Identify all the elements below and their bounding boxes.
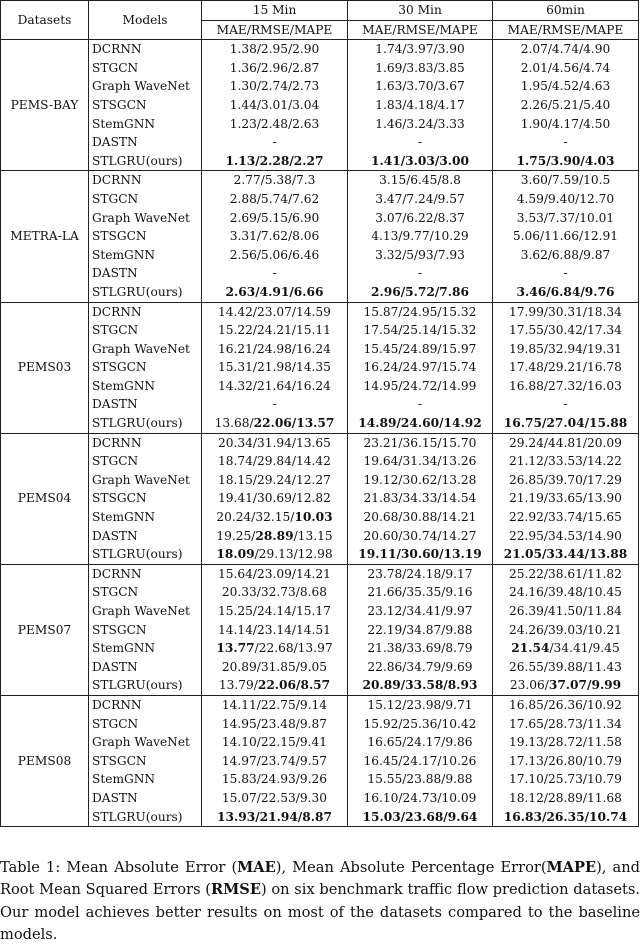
model-name-cell: STLGRU(ours)	[89, 808, 202, 827]
metric-cell: 15.12/23.98/9.71	[348, 695, 493, 714]
best-value: 1.13/2.28/2.27	[225, 153, 324, 168]
table-row	[1, 433, 639, 452]
best-value: 28.89	[255, 528, 294, 543]
metric-cell: 14.10/22.15/9.41	[202, 733, 348, 752]
metric-cell	[348, 808, 493, 827]
metric-cell: 13.79/22.06/8.57	[202, 676, 348, 695]
model-name-cell: StemGNN	[89, 639, 202, 658]
metric-cell	[202, 152, 348, 171]
model-name-cell: StemGNN	[89, 115, 202, 134]
model-name-cell: StemGNN	[89, 377, 202, 396]
caption-text: ), Mean Absolute Percentage Error(	[275, 858, 547, 876]
model-name-cell: STSGCN	[89, 227, 202, 246]
metric-cell: 19.13/28.72/11.58	[493, 733, 639, 752]
metric-cell: -	[348, 395, 493, 414]
metric-cell: 2.07/4.74/4.90	[493, 40, 639, 59]
metric-cell: 1.74/3.97/3.90	[348, 40, 493, 59]
metric-cell: 29.24/44.81/20.09	[493, 433, 639, 452]
dataset-name-cell: PEMS-BAY	[1, 40, 89, 171]
table-row	[1, 264, 639, 283]
best-value: 1.75/3.90/4.03	[516, 153, 615, 168]
dataset-name-cell: PEMS04	[1, 433, 89, 564]
metric-cell: 20.89/31.85/9.05	[202, 658, 348, 677]
model-name-cell: DCRNN	[89, 564, 202, 583]
metric-cell: 14.95/24.72/14.99	[348, 377, 493, 396]
best-value: 1.41/3.03/3.00	[371, 153, 469, 168]
model-name-cell: STSGCN	[89, 358, 202, 377]
best-value: 13.93/21.94/8.87	[217, 809, 332, 824]
best-value: 22.06/8.57	[257, 678, 331, 693]
model-name-cell: Graph WaveNet	[89, 77, 202, 96]
caption-emphasis: MAE	[237, 858, 276, 876]
metric-cell	[493, 283, 639, 302]
metric-cell: 24.26/39.03/10.21	[493, 621, 639, 640]
metric-cell: 1.90/4.17/4.50	[493, 115, 639, 134]
table-row	[1, 171, 639, 190]
metric-cell: 14.32/21.64/16.24	[202, 377, 348, 396]
model-name-cell: STSGCN	[89, 752, 202, 771]
model-name-cell: StemGNN	[89, 246, 202, 265]
metric-cell: 21.66/35.35/9.16	[348, 583, 493, 602]
table-row	[1, 471, 639, 490]
metric-cell: 15.55/23.88/9.88	[348, 770, 493, 789]
model-name-cell: DCRNN	[89, 302, 202, 321]
metric-cell: 20.24/32.15/10.03	[202, 508, 348, 527]
metric-cell: -	[493, 395, 639, 414]
table-row	[1, 452, 639, 471]
metric-cell: 18.74/29.84/14.42	[202, 452, 348, 471]
metric-cell: 3.60/7.59/10.5	[493, 171, 639, 190]
metric-cell: 5.06/11.66/12.91	[493, 227, 639, 246]
metric-cell: 17.54/25.14/15.32	[348, 321, 493, 340]
table-row	[1, 59, 639, 78]
table-row	[1, 340, 639, 359]
caption-text: ) on six benchmark traffic flow prediction datasets. Our model achieves better results on most of the datasets compared to the baseline models.	[0, 881, 640, 944]
metric-cell: 24.16/39.48/10.45	[493, 583, 639, 602]
metric-cell: 20.60/30.74/14.27	[348, 527, 493, 546]
metric-cell: 16.45/24.17/10.26	[348, 752, 493, 771]
best-value: 16.75/27.04/15.88	[503, 416, 628, 431]
metric-cell: 21.54/34.41/9.45	[493, 639, 639, 658]
models-header: Models	[89, 1, 202, 40]
table-row	[1, 602, 639, 621]
metric-cell	[348, 545, 493, 564]
metric-cell: 15.92/25.36/10.42	[348, 715, 493, 734]
metric-header: MAE/RMSE/MAPE	[202, 20, 348, 40]
metric-cell: 19.12/30.62/13.28	[348, 471, 493, 490]
metric-cell: -	[202, 133, 348, 152]
metric-cell: 22.95/34.53/14.90	[493, 527, 639, 546]
best-value: 3.46/6.84/9.76	[516, 284, 615, 299]
metric-cell: 19.25/28.89/13.15	[202, 527, 348, 546]
metric-cell: 22.19/34.87/9.88	[348, 621, 493, 640]
metric-cell: 19.64/31.34/13.26	[348, 452, 493, 471]
metric-cell: 14.14/23.14/14.51	[202, 621, 348, 640]
metric-cell: -	[202, 395, 348, 414]
table-row	[1, 40, 639, 59]
model-name-cell: STLGRU(ours)	[89, 545, 202, 564]
metric-cell: 17.55/30.42/17.34	[493, 321, 639, 340]
metric-cell: 15.83/24.93/9.26	[202, 770, 348, 789]
table-header	[1, 1, 639, 40]
metric-cell: 15.22/24.21/15.11	[202, 321, 348, 340]
metric-cell: 1.83/4.18/4.17	[348, 96, 493, 115]
best-value: 21.54	[511, 641, 550, 656]
metric-cell: 18.12/28.89/11.68	[493, 789, 639, 808]
best-value: 13.77	[216, 641, 255, 656]
model-name-cell: STLGRU(ours)	[89, 414, 202, 433]
dataset-name-cell: METRA-LA	[1, 171, 89, 302]
metric-cell: 25.22/38.61/11.82	[493, 564, 639, 583]
metric-cell: 14.42/23.07/14.59	[202, 302, 348, 321]
metric-cell: 17.65/28.73/11.34	[493, 715, 639, 734]
caption-emphasis: RMSE	[211, 881, 261, 899]
best-value: 21.05/33.44/13.88	[503, 547, 628, 562]
metric-cell: 20.68/30.88/14.21	[348, 508, 493, 527]
metric-cell: 2.88/5.74/7.62	[202, 190, 348, 209]
metric-cell: -	[348, 264, 493, 283]
table-row	[1, 227, 639, 246]
table-row	[1, 77, 639, 96]
dataset-name-cell: PEMS08	[1, 695, 89, 826]
metric-cell: 3.15/6.45/8.8	[348, 171, 493, 190]
metric-cell: 16.88/27.32/16.03	[493, 377, 639, 396]
metric-cell: 16.24/24.97/15.74	[348, 358, 493, 377]
metric-cell: 15.25/24.14/15.17	[202, 602, 348, 621]
best-value: 16.83/26.35/10.74	[503, 809, 628, 824]
model-name-cell: STSGCN	[89, 489, 202, 508]
model-name-cell: DCRNN	[89, 171, 202, 190]
metric-cell: 3.32/5/93/7.93	[348, 246, 493, 265]
table-row	[1, 321, 639, 340]
metric-cell: 4.13/9.77/10.29	[348, 227, 493, 246]
model-name-cell: StemGNN	[89, 508, 202, 527]
model-name-cell: STGCN	[89, 59, 202, 78]
metric-cell	[348, 676, 493, 695]
table-row	[1, 508, 639, 527]
model-name-cell: DASTN	[89, 527, 202, 546]
metric-cell: 14.11/22.75/9.14	[202, 695, 348, 714]
metric-cell	[493, 545, 639, 564]
metric-header: MAE/RMSE/MAPE	[493, 20, 639, 40]
metric-cell: 16.85/26.36/10.92	[493, 695, 639, 714]
table-row	[1, 715, 639, 734]
datasets-header: Datasets	[1, 1, 89, 40]
model-name-cell: Graph WaveNet	[89, 733, 202, 752]
table-row	[1, 246, 639, 265]
metric-cell: 16.10/24.73/10.09	[348, 789, 493, 808]
metric-cell: 17.99/30.31/18.34	[493, 302, 639, 321]
metric-cell: 3.53/7.37/10.01	[493, 209, 639, 228]
metric-cell: 1.23/2.48/2.63	[202, 115, 348, 134]
model-name-cell: Graph WaveNet	[89, 602, 202, 621]
dataset-name-cell: PEMS03	[1, 302, 89, 433]
metric-cell: 3.07/6.22/8.37	[348, 209, 493, 228]
metric-cell: 15.31/21.98/14.35	[202, 358, 348, 377]
model-name-cell: STLGRU(ours)	[89, 283, 202, 302]
metric-cell: 17.13/26.80/10.79	[493, 752, 639, 771]
model-name-cell: DASTN	[89, 658, 202, 677]
metric-cell: 23.78/24.18/9.17	[348, 564, 493, 583]
model-name-cell: DCRNN	[89, 433, 202, 452]
metric-cell: 15.07/22.53/9.30	[202, 789, 348, 808]
metric-cell: 1.36/2.96/2.87	[202, 59, 348, 78]
best-value: 10.03	[294, 510, 333, 525]
table-row	[1, 658, 639, 677]
model-name-cell: STGCN	[89, 583, 202, 602]
best-value: 15.03/23.68/9.64	[362, 809, 478, 824]
metric-cell: 3.62/6.88/9.87	[493, 246, 639, 265]
metric-cell: 15.64/23.09/14.21	[202, 564, 348, 583]
model-name-cell: STGCN	[89, 321, 202, 340]
dataset-name-cell: PEMS07	[1, 564, 89, 695]
table-row	[1, 583, 639, 602]
metric-cell	[348, 414, 493, 433]
metric-cell: 2.01/4.56/4.74	[493, 59, 639, 78]
metric-cell	[493, 414, 639, 433]
metric-cell: -	[493, 264, 639, 283]
table-row	[1, 283, 639, 302]
metric-cell: 21.38/33.69/8.79	[348, 639, 493, 658]
metric-cell: 2.26/5.21/5.40	[493, 96, 639, 115]
table-row	[1, 414, 639, 433]
metric-cell: 3.47/7.24/9.57	[348, 190, 493, 209]
metric-cell	[493, 808, 639, 827]
best-value: 18.09	[216, 547, 255, 562]
table-row	[1, 639, 639, 658]
metric-cell	[348, 152, 493, 171]
model-name-cell: STLGRU(ours)	[89, 152, 202, 171]
metric-cell: 19.41/30.69/12.82	[202, 489, 348, 508]
best-value: 19.11/30.60/13.19	[358, 547, 482, 562]
best-value: 37.07/9.99	[548, 678, 622, 693]
table-row	[1, 621, 639, 640]
metric-cell: 1.30/2.74/2.73	[202, 77, 348, 96]
metric-cell: 15.45/24.89/15.97	[348, 340, 493, 359]
metric-header: MAE/RMSE/MAPE	[348, 20, 493, 40]
table-caption	[0, 857, 640, 944]
metric-cell: 16.65/24.17/9.86	[348, 733, 493, 752]
table-row	[1, 96, 639, 115]
metric-cell: 26.39/41.50/11.84	[493, 602, 639, 621]
metric-cell: 20.34/31.94/13.65	[202, 433, 348, 452]
metric-cell: 1.46/3.24/3.33	[348, 115, 493, 134]
table-row	[1, 152, 639, 171]
metric-cell: -	[493, 133, 639, 152]
horizon-header: 15 Min	[202, 1, 348, 21]
table-row	[1, 115, 639, 134]
metric-cell: 4.59/9.40/12.70	[493, 190, 639, 209]
metric-cell: 1.63/3.70/3.67	[348, 77, 493, 96]
metric-cell: 2.56/5.06/6.46	[202, 246, 348, 265]
metric-cell: 17.10/25.73/10.79	[493, 770, 639, 789]
metric-cell: 22.86/34.79/9.69	[348, 658, 493, 677]
model-name-cell: DCRNN	[89, 695, 202, 714]
table-row	[1, 733, 639, 752]
metric-cell: 16.21/24.98/16.24	[202, 340, 348, 359]
metric-cell: -	[202, 264, 348, 283]
model-name-cell: STGCN	[89, 452, 202, 471]
metric-cell: 1.44/3.01/3.04	[202, 96, 348, 115]
model-name-cell: Graph WaveNet	[89, 471, 202, 490]
metric-cell: 17.48/29.21/16.78	[493, 358, 639, 377]
metric-cell: 20.33/32.73/8.68	[202, 583, 348, 602]
best-value: 22.06/13.57	[253, 416, 335, 431]
model-name-cell: STGCN	[89, 715, 202, 734]
model-name-cell: DASTN	[89, 264, 202, 283]
model-name-cell: DASTN	[89, 789, 202, 808]
table-row	[1, 695, 639, 714]
metric-cell: 23.06/37.07/9.99	[493, 676, 639, 695]
metric-cell	[348, 283, 493, 302]
table-row	[1, 676, 639, 695]
caption-emphasis: MAPE	[546, 858, 597, 876]
caption-text: Table 1: Mean Absolute Error (	[0, 858, 238, 876]
metric-cell: 26.55/39.88/11.43	[493, 658, 639, 677]
metric-cell: 2.77/5.38/7.3	[202, 171, 348, 190]
model-name-cell: DASTN	[89, 395, 202, 414]
caption-text: ), and Root Mean Squared Errors (	[0, 858, 640, 899]
table-row	[1, 302, 639, 321]
horizon-header: 60min	[493, 1, 639, 21]
metric-cell: 14.97/23.74/9.57	[202, 752, 348, 771]
metric-cell: 3.31/7.62/8.06	[202, 227, 348, 246]
metric-cell: 2.69/5.15/6.90	[202, 209, 348, 228]
metric-cell: 15.87/24.95/15.32	[348, 302, 493, 321]
table-row	[1, 770, 639, 789]
metric-cell	[202, 283, 348, 302]
metric-cell: 14.95/23.48/9.87	[202, 715, 348, 734]
metric-cell: 1.69/3.83/3.85	[348, 59, 493, 78]
model-name-cell: DCRNN	[89, 40, 202, 59]
table-row	[1, 489, 639, 508]
table-row	[1, 395, 639, 414]
metric-cell: 18.15/29.24/12.27	[202, 471, 348, 490]
table-row	[1, 209, 639, 228]
metric-cell: 21.12/33.53/14.22	[493, 452, 639, 471]
metric-cell: 18.09/29.13/12.98	[202, 545, 348, 564]
table-row	[1, 527, 639, 546]
table-row	[1, 545, 639, 564]
metric-cell: 23.21/36.15/15.70	[348, 433, 493, 452]
model-name-cell: StemGNN	[89, 770, 202, 789]
best-value: 20.89/33.58/8.93	[362, 678, 478, 693]
table-row	[1, 752, 639, 771]
model-name-cell: Graph WaveNet	[89, 340, 202, 359]
model-name-cell: STSGCN	[89, 621, 202, 640]
metric-cell: 19.85/32.94/19.31	[493, 340, 639, 359]
table-body	[1, 40, 639, 827]
table-row	[1, 377, 639, 396]
metric-cell: 1.95/4.52/4.63	[493, 77, 639, 96]
metric-cell: 22.92/33.74/15.65	[493, 508, 639, 527]
metric-cell: 13.68/22.06/13.57	[202, 414, 348, 433]
horizon-header: 30 Min	[348, 1, 493, 21]
model-name-cell: STSGCN	[89, 96, 202, 115]
metric-cell: 26.85/39.70/17.29	[493, 471, 639, 490]
table-row	[1, 808, 639, 827]
metric-cell	[202, 808, 348, 827]
table-row	[1, 358, 639, 377]
metric-cell	[493, 152, 639, 171]
best-value: 14.89/24.60/14.92	[358, 416, 482, 431]
model-name-cell: DASTN	[89, 133, 202, 152]
best-value: 2.96/5.72/7.86	[371, 284, 469, 299]
model-name-cell: STLGRU(ours)	[89, 676, 202, 695]
model-name-cell: STGCN	[89, 190, 202, 209]
metric-cell: 21.83/34.33/14.54	[348, 489, 493, 508]
metric-cell: -	[348, 133, 493, 152]
table-row	[1, 789, 639, 808]
table-row	[1, 564, 639, 583]
metric-cell: 1.38/2.95/2.90	[202, 40, 348, 59]
model-name-cell: Graph WaveNet	[89, 209, 202, 228]
table-row	[1, 190, 639, 209]
metric-cell: 23.12/34.41/9.97	[348, 602, 493, 621]
metric-cell: 21.19/33.65/13.90	[493, 489, 639, 508]
best-value: 2.63/4.91/6.66	[225, 284, 324, 299]
table-row	[1, 133, 639, 152]
metric-cell: 13.77/22.68/13.97	[202, 639, 348, 658]
